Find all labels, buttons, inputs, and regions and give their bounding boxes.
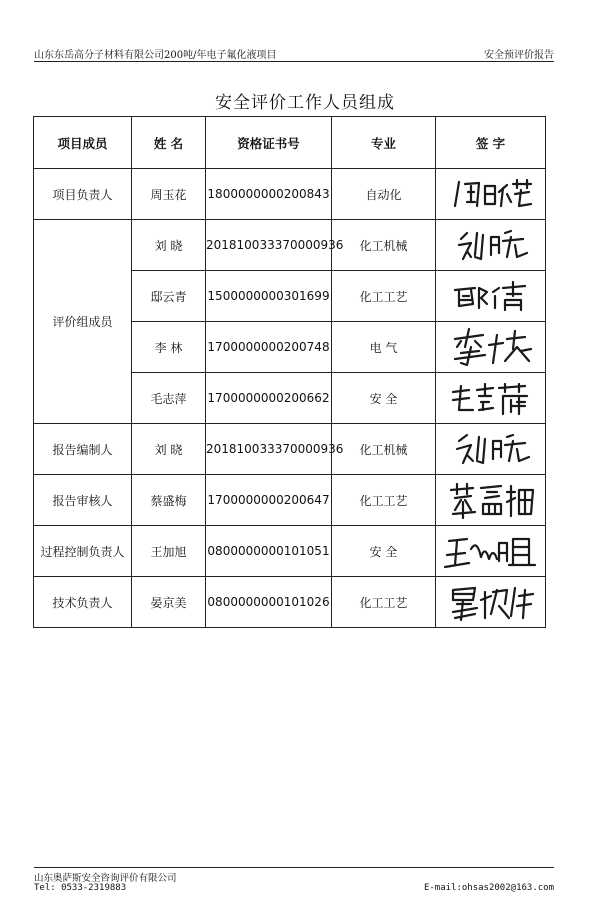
column-header-signature: 签 字: [436, 117, 546, 169]
cert-cell: 1700000000200662: [206, 373, 332, 424]
handwritten-signature: [441, 172, 541, 216]
signature-cell: [436, 220, 546, 271]
footer-company: 山东奥萨斯安全咨询评价有限公司: [34, 873, 177, 884]
cert-cell: 201810033370000936: [206, 220, 332, 271]
name-cell: 王加旭: [132, 526, 206, 577]
name-cell: 晏京美: [132, 577, 206, 628]
handwritten-signature: [441, 274, 541, 318]
handwritten-signature: [441, 478, 541, 522]
cert-cell: 0800000000101026: [206, 577, 332, 628]
name-cell: 毛志萍: [132, 373, 206, 424]
name-cell: 李 林: [132, 322, 206, 373]
name-cell: 刘 晓: [132, 220, 206, 271]
role-cell: 过程控制负责人: [34, 526, 132, 577]
role-cell: 技术负责人: [34, 577, 132, 628]
name-cell: 蔡盛梅: [132, 475, 206, 526]
column-header-role: 项目成员: [34, 117, 132, 169]
cert-cell: 201810033370000936: [206, 424, 332, 475]
table-header-row: [34, 117, 546, 169]
handwritten-signature: [441, 325, 541, 369]
column-header-cert: 资格证书号: [206, 117, 332, 169]
page-header: [34, 46, 554, 62]
handwritten-signature: [441, 580, 541, 624]
name-cell: 周玉花: [132, 169, 206, 220]
table-row: [34, 169, 546, 220]
major-cell: 化工工艺: [332, 577, 436, 628]
column-header-name: 姓 名: [132, 117, 206, 169]
footer-divider: [34, 867, 554, 868]
signature-cell: [436, 577, 546, 628]
name-cell: 刘 晓: [132, 424, 206, 475]
table-row: [34, 220, 546, 271]
signature-cell: [436, 526, 546, 577]
header-divider: [34, 61, 554, 62]
cert-cell: 0800000000101051: [206, 526, 332, 577]
handwritten-signature: [441, 529, 541, 573]
cert-cell: 1500000000301699: [206, 271, 332, 322]
role-cell: 评价组成员: [34, 220, 132, 424]
header-project-title: 山东东岳高分子材料有限公司200吨/年电子氟化液项目: [34, 50, 277, 61]
role-cell: 报告审核人: [34, 475, 132, 526]
major-cell: 安 全: [332, 373, 436, 424]
table-row: [34, 526, 546, 577]
signature-cell: [436, 169, 546, 220]
role-cell: 项目负责人: [34, 169, 132, 220]
major-cell: 安 全: [332, 526, 436, 577]
table-row: [34, 475, 546, 526]
major-cell: 自动化: [332, 169, 436, 220]
footer-email: E-mail:ohsas2002@163.com: [423, 883, 554, 893]
signature-cell: [436, 373, 546, 424]
handwritten-signature: [441, 223, 541, 267]
table-row: [34, 577, 546, 628]
major-cell: 化工工艺: [332, 271, 436, 322]
cert-cell: 1700000000200748: [206, 322, 332, 373]
major-cell: 化工工艺: [332, 475, 436, 526]
page-title: 安全评价工作人员组成: [215, 93, 395, 113]
column-header-major: 专业: [332, 117, 436, 169]
signature-cell: [436, 424, 546, 475]
footer-tel: Tel: 0533-2319883: [34, 883, 127, 893]
name-cell: 邸云青: [132, 271, 206, 322]
major-cell: 化工机械: [332, 220, 436, 271]
signature-cell: [436, 322, 546, 373]
staff-table: [33, 116, 546, 628]
table-row: [34, 424, 546, 475]
handwritten-signature: [441, 376, 541, 420]
signature-cell: [436, 271, 546, 322]
major-cell: 化工机械: [332, 424, 436, 475]
header-report-type: 安全预评价报告: [484, 50, 554, 61]
signature-cell: [436, 475, 546, 526]
major-cell: 电 气: [332, 322, 436, 373]
cert-cell: 1800000000200843: [206, 169, 332, 220]
handwritten-signature: [441, 427, 541, 471]
cert-cell: 1700000000200647: [206, 475, 332, 526]
role-cell: 报告编制人: [34, 424, 132, 475]
